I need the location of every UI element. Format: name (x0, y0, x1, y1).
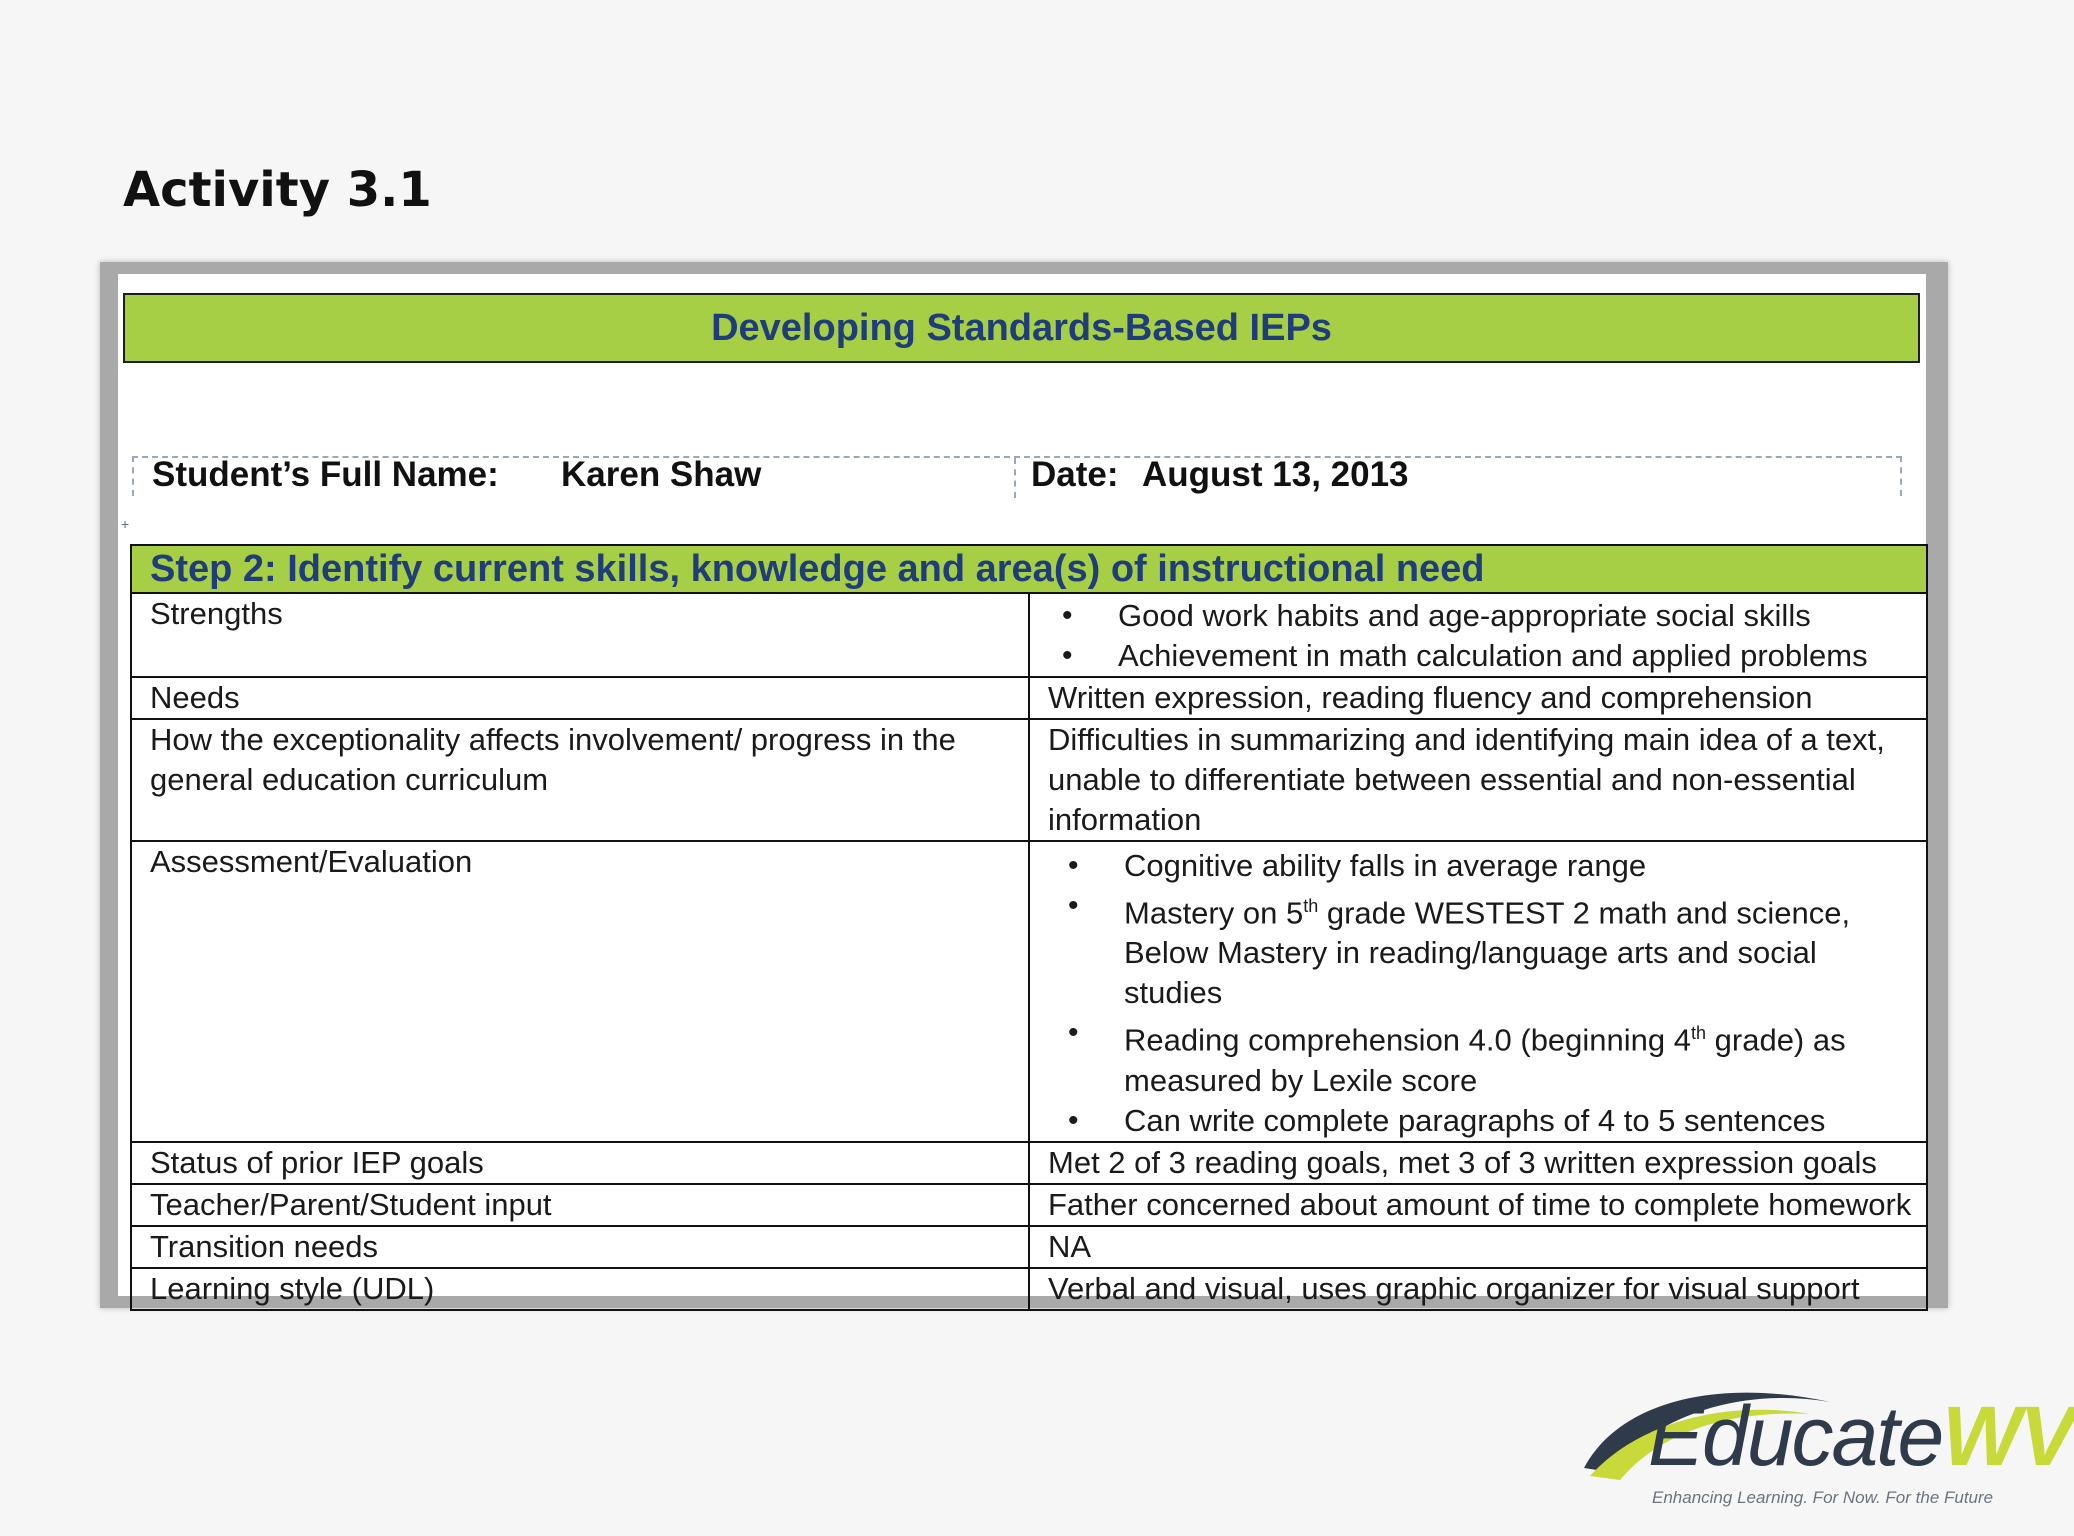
item-text: Mastery on 5 (1124, 895, 1304, 931)
item-text: grade WESTEST 2 math and science, Below Mastery in reading/language arts and social studies (1124, 895, 1851, 1011)
item-text: grade) as measured by Lexile score (1124, 1022, 1846, 1098)
date-value: August 13, 2013 (1142, 455, 1409, 494)
row-label: Transition needs (131, 1226, 1029, 1268)
iep-table (130, 544, 1928, 1311)
document-header: Developing Standards-Based IEPs (123, 293, 1920, 363)
row-label: How the exceptionality affects involvement/ progress in the general education curriculum (131, 719, 1029, 841)
row-value: Father concerned about amount of time to complete homework (1029, 1184, 1927, 1226)
list-item (1048, 886, 1906, 1013)
educatewv-logo (1580, 1380, 2074, 1515)
date-label: Date: (1031, 455, 1119, 494)
table-row-assessment (131, 841, 1927, 1142)
list-item: • Good work habits and age-appropriate social skills (1048, 596, 1926, 636)
row-value: NA (1029, 1226, 1927, 1268)
table-row-transition (131, 1226, 1927, 1268)
table-row-strengths (131, 593, 1927, 677)
list-item: • Cognitive ability falls in average range (1048, 846, 1906, 886)
row-value (1029, 841, 1927, 1142)
table-row-prior-goals (131, 1142, 1927, 1184)
row-value: Written expression, reading fluency and comprehension (1029, 677, 1927, 719)
student-name-label: Student’s Full Name: (152, 455, 499, 494)
superscript: th (1691, 1023, 1707, 1044)
step-title: Step 2: Identify current skills, knowledge and area(s) of instructional need (131, 545, 1927, 593)
superscript: th (1303, 896, 1319, 916)
row-label: Teacher/Parent/Student input (131, 1184, 1029, 1226)
row-label: Assessment/Evaluation (131, 841, 1029, 1142)
logo-main-text: Educate (1648, 1389, 1943, 1483)
info-divider (1014, 458, 1016, 498)
document-frame (100, 262, 1948, 1308)
row-label: Needs (131, 677, 1029, 719)
row-value: Difficulties in summarizing and identifying main idea of a text, unable to differentiate between essential and non-essential information (1029, 719, 1927, 841)
row-label: Learning style (UDL) (131, 1268, 1029, 1310)
row-value (1029, 593, 1927, 677)
row-value: Met 2 of 3 reading goals, met 3 of 3 written expression goals (1029, 1142, 1927, 1184)
student-name-value: Karen Shaw (561, 455, 762, 494)
student-info-box (132, 456, 1902, 496)
row-label: Strengths (131, 593, 1029, 677)
logo-wordmark (1648, 1388, 2074, 1485)
logo-tagline: Enhancing Learning. For Now. For the Future (1652, 1488, 1994, 1507)
logo-accent-text: WV (1942, 1389, 2074, 1483)
strengths-list (1048, 596, 1926, 676)
item-text: Reading comprehension 4.0 (beginning 4 (1124, 1022, 1692, 1058)
list-item (1048, 1013, 1906, 1100)
step-header-row (131, 545, 1927, 593)
table-row-exceptionality (131, 719, 1927, 841)
assessment-list (1048, 846, 1906, 1141)
table-row-needs (131, 677, 1927, 719)
table-row-learning-style (131, 1268, 1927, 1310)
slide-title: Activity 3.1 (123, 162, 432, 218)
document-page (118, 274, 1926, 1306)
list-item: • Achievement in math calculation and applied problems (1048, 636, 1926, 676)
list-item: • Can write complete paragraphs of 4 to 5 sentences (1048, 1101, 1906, 1141)
row-label: Status of prior IEP goals (131, 1142, 1029, 1184)
table-anchor-icon: + (121, 516, 130, 532)
table-row-input (131, 1184, 1927, 1226)
row-value: Verbal and visual, uses graphic organizer for visual support (1029, 1268, 1927, 1310)
